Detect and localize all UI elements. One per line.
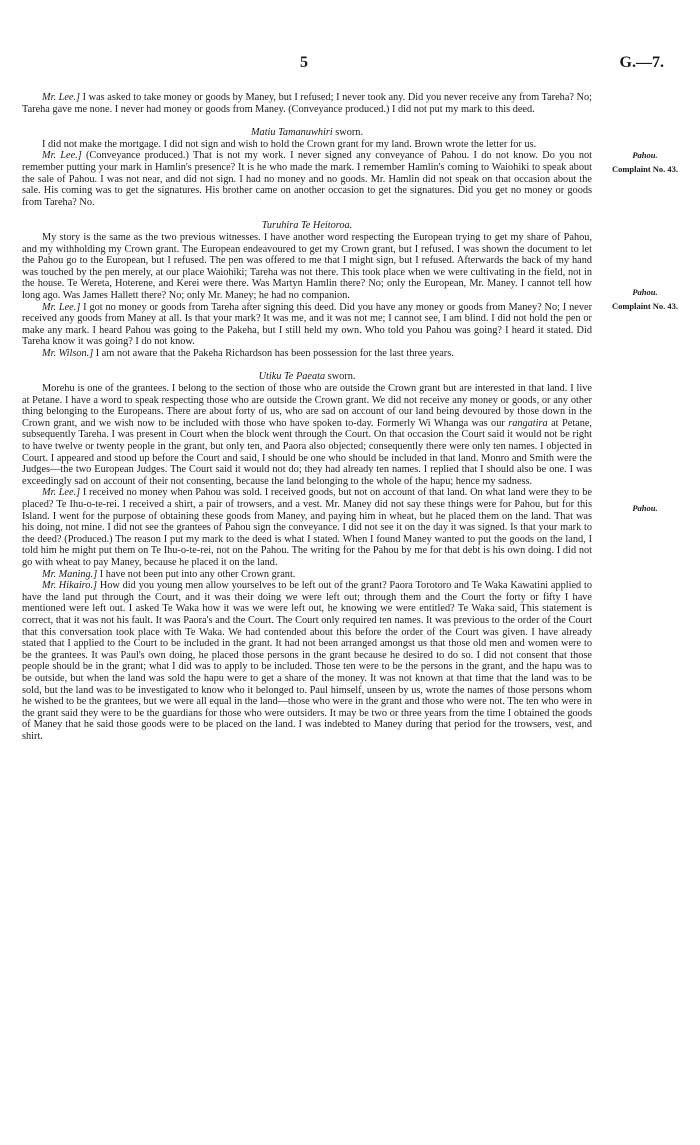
paragraph [22,569,592,581]
speaker-label: Mr. Hikairo.] [42,580,98,592]
paragraph-text: (Conveyance produced.) That is not my work. I never signed any conveyance of Pahou. I do not know. Do you not remember putting your mark in Hamlin's presence? It is he who made the mark. I remember Hamlin's coming to Waiohiki to speak about the sale of Pahou. I was not near, and did not sign. I had no money and no goods. Mr. Hamlin did not speak on that occasion about the sale. His coming was to get the signatures. His brother came on another occasion to get the signatures. Did you get no money or goods from Tareha? No. [22,150,592,208]
paragraph-text: I have not been put into any other Crown grant. [97,568,296,580]
paragraph-text: I got no money or goods from Tareha after signing this deed. Did you have any money or goods from Maney? No; I never received any goods from Maney at all. Is that your mark? It was me, and it was not me; I cannot see, I am blind. I did not hold the pen or make any mark. I heard Pahou was going to the Pakeha, but I still held my own. Who told you Pahou was going? I heard it stated. Did Tareha know it was going? I do not know. [22,301,592,348]
margin-note-place: Pahou. [632,503,658,513]
speaker-label: Mr. Lee.] [42,487,81,499]
paragraph [22,302,592,348]
paragraph [22,92,592,115]
margin-note-complaint: Complaint No. 43. [611,164,679,174]
margin-note-2 [595,287,695,311]
witness-section-2 [22,220,592,359]
witness-heading [22,371,592,383]
witness-heading [22,220,592,232]
speaker-label: Mr. Lee.] [42,150,82,162]
paragraph-text: I received no money when Pahou was sold. I received goods, but not on account of that land. On what land were they to be placed? Te Ihu-o-te-rei. I received a shirt, a pair of trowsers, and a vest. Mr. Maney did not say these things were for Pahou, but for this Island. I went for the purpose of obtaining these goods from Maney, and paying him in wheat, but he placed them on the land. That was his doing, not mine. I did not see the grantees of Pahou sign the conveyance. I did not see it on the day it was signed. Is that your mark to the deed? (Produced.) The reason I put my mark to the deed is what I stated. When I found Maney wanted to put the goods on the land, I told him he might put them on Te Ihu-o-te-rei, not on the Pahou. The writing for the Pahou by me for that debt is his own doing. I did not go with wheat to pay Maney, because he placed it on the land. [22,487,592,568]
paragraph [22,150,592,208]
sworn-label: sworn. [325,371,356,383]
paragraph-text: How did you young men allow yourselves to be left out of the grant? Paora Torotoro and Te Waka Kawatini applied to have the land put through the Court, and it was their doing we were left out; through them and the Court the forty or fifty I have mentioned were left out. I asked Te Waka how it was we were left out, he knowing we were entitled? Te Waka said, This statement is correct, that it was not his fault. It was Paora's and the Court. The Court only required ten names. It was previous to the order of the Court that this conversation took place with Te Waka. We had contended about this before the order of the Court was given. I have already stated that I applied to the Court to be included in the grant. It had not been arranged amongst us that those old men and women were to be the grantees. It was Paul's own doing, he placed those persons in the grant because he desired to do so. I did not consent that those people should be in the grant; what I did was to apply to be included. Those ten were to be the persons in the grant, and the hapu was to be outside, but when the land was sold the hapu were to get a share of the money. It was not known at that time that the land was to be sold, but the land was to be investigated to know who it belonged to. Paul himself, unseen by us, wrote the names of those persons whom he wished to be the grantees, but we were all equal in the land—those who were in the grant and those who were not. The ten who were in the grant said they were to be the guardians for those who were outsiders. It may be two or three years from the time I obtained the goods of Maney that he said those goods were to be placed on the land. I was indebted to Maney during that period for the trowsers, vest, and shirt. [22,580,592,742]
speaker-label: Mr. Maning.] [42,568,98,580]
paragraph-text: Morehu is one of the grantees. I belong to the section of those who are outside the Crown grant but are interested in that land. I live at Petane. I have a word to speak respecting those who are outside the Crown grant. We did not receive any money or goods, or any other thing belonging to the Europeans. There are about forty of us, who are sad on account of our land being devoured by those down in the Crown grant, and we wish now to be included with those who have spoken to-day. Formerly Wi Whanga was our [22,383,592,429]
witness-section-1 [22,127,592,208]
paragraph: I did not make the mortgage. I did not sign and wish to hold the Crown grant for my land. Brown wrote the letter for us. [42,138,537,150]
sworn-label: sworn. [332,127,364,139]
opening-section [22,92,592,115]
paragraph-text: I am not aware that the Pakeha Richardson has been possession for the last three years. [93,347,454,359]
paragraph [22,487,592,568]
witness-name: Matiu Tamanuwhiri [250,127,333,139]
paragraph-text: I was asked to take money or goods by Maney, but I refused; I never took any. Did you never receive any from Tareha? No; Tareha gave me none. I never had money or goods from Maney. (Conveyance produced.) I did not put my mark to this deed. [22,92,592,115]
margin-note-place: Pahou. [632,150,658,160]
paragraph [22,580,592,742]
witness-name: Utiku Te Paeata [258,371,326,383]
margin-note-1 [595,150,695,174]
paragraph: My story is the same as the two previous witnesses. I have another word respecting the European trying to get my share of Pahou, and my withholding my Crown grant. The European endeavoured to get my Crown grant, but I refused. I was shown the document to let the Pahou go to the European, but I refused. The pen was offered to me that I might sign, but I refused. Afterwards the back of my hand was touched by the pen merely, at our place Waiohiki; Tareha was not there. This took place when we were cultivating in the field, not in the house. Te Wereta, Hoterene, and Kerei were there. Was Martyn Hamlin there? No; only the European, Mr. Maney. I cannot tell how long ago. Was James Hallett there? No; only Mr. Maney; he had no companion. [22,231,592,301]
speaker-label: Mr. Lee.] [42,301,81,313]
speaker-label: Mr. Wilson.] [42,347,94,359]
margin-note-place: Pahou. [632,287,658,297]
witness-heading [22,127,592,139]
document-body [22,92,592,742]
paragraph-text: at Petane, subsequently Tareha. I was present in Court when the block went through the Court. On that occasion the Court said it would not be right to have twelve or twenty people in the grant, but only ten, and Paora also objected; consequently there were only ten names. I objected in Court. I appeared and stood up before the Court and said, I should be one who should be included in that land. Monro and Smith were the Judges—the two European Judges. The Court said it would not do; they had already ten names. I replied that I should also be one. I was exceedingly sad on account of their not consenting, because the land belonging to the whole of the hapu; hence my sadness. [22,417,592,487]
paragraph [22,348,592,360]
witness-section-3 [22,371,592,742]
witness-name: Turuhira Te Heitoroa. [261,220,353,232]
page-number: 5 [300,54,308,71]
margin-note-3 [595,503,695,513]
margin-note-complaint: Complaint No. 43. [611,301,679,311]
paragraph [22,383,592,487]
page-header [0,54,700,74]
italic-term: rangatira [508,417,548,429]
document-reference: G.—7. [619,54,664,71]
speaker-label: Mr. Lee.] [42,92,81,103]
